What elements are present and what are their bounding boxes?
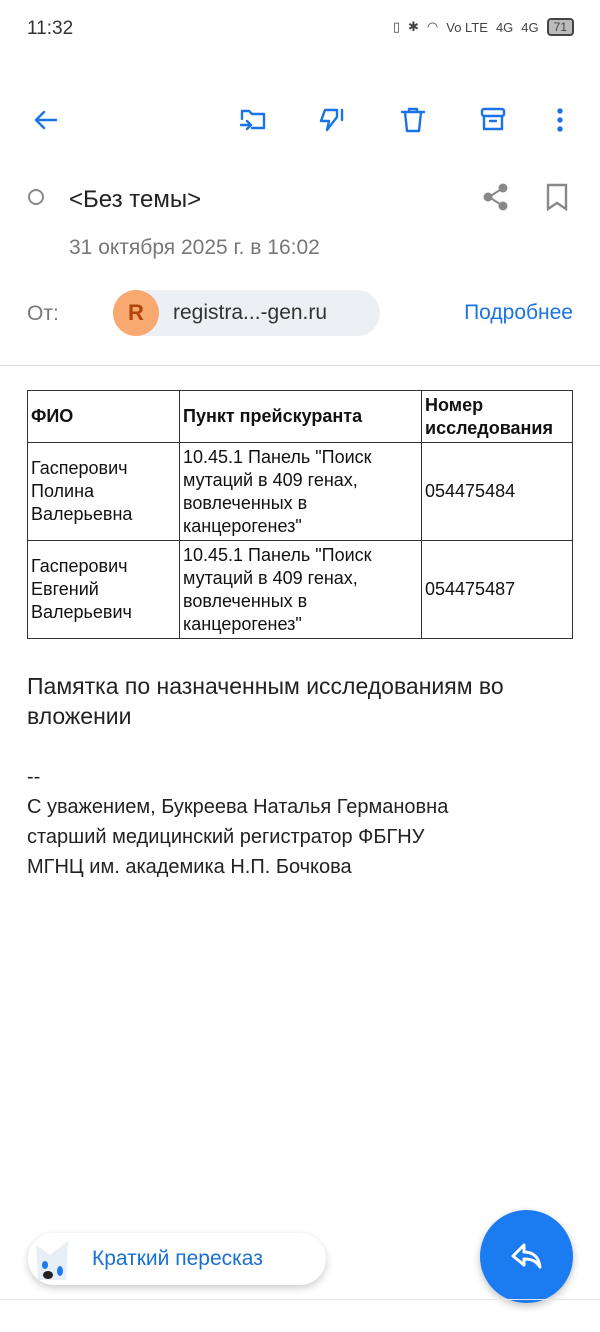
share-icon — [481, 182, 511, 212]
sender-chip[interactable] — [113, 290, 380, 336]
bookmark-button[interactable] — [543, 182, 571, 217]
signature-line: старший медицинский регистратор ФБГНУ — [27, 826, 425, 848]
divider — [0, 365, 600, 366]
signature-line: С уважением, Букреева Наталья Германовна — [27, 796, 449, 818]
spam-button[interactable] — [317, 105, 347, 140]
header-cell: Номер исследования — [422, 391, 573, 443]
vibrate-icon: ▯ — [392, 19, 401, 34]
folder-move-icon — [238, 105, 268, 135]
assistant-mascot-icon — [30, 1235, 80, 1285]
summary-button[interactable] — [28, 1233, 326, 1285]
share-button[interactable] — [481, 182, 511, 217]
thumbs-down-icon — [317, 105, 347, 135]
sender-address: registra...-gen.ru — [173, 301, 328, 324]
table-cell: 054475484 — [422, 443, 573, 541]
arrow-left-icon — [31, 105, 61, 135]
table-row — [28, 443, 573, 541]
back-button[interactable] — [31, 105, 61, 140]
email-subject: <Без темы> — [69, 186, 202, 213]
from-label: От: — [27, 302, 59, 325]
table-cell: Гасперович Полина Валерьевна — [28, 443, 180, 541]
table-cell: 054475487 — [422, 541, 573, 639]
email-date: 31 октября 2025 г. в 16:02 — [69, 236, 320, 259]
more-vert-icon — [545, 105, 575, 135]
details-link[interactable]: Подробнее — [464, 301, 573, 324]
trash-icon — [398, 105, 428, 135]
unread-toggle[interactable] — [28, 189, 44, 205]
summary-label: Краткий пересказ — [92, 1247, 263, 1270]
header-cell: Пункт прейскуранта — [180, 391, 422, 443]
signature — [27, 762, 587, 882]
bottom-divider — [0, 1299, 600, 1300]
signal-icon: 4G — [495, 19, 514, 35]
reply-icon — [509, 1239, 545, 1275]
archive-icon — [478, 105, 508, 135]
research-table — [27, 390, 573, 639]
body-text: Памятка по назначенным исследованиям во вложении — [27, 673, 504, 729]
table-cell: Гасперович Евгений Валерьевич — [28, 541, 180, 639]
table-row — [28, 541, 573, 639]
volte-label: Vo LTE — [446, 19, 488, 35]
more-options-button[interactable] — [545, 105, 575, 140]
signal-icon-2: 4G — [521, 19, 539, 35]
move-to-folder-button[interactable] — [238, 105, 268, 140]
reply-button[interactable] — [480, 1210, 573, 1303]
status-time: 11:32 — [27, 18, 74, 39]
signature-line: МГНЦ им. академика Н.П. Бочкова — [27, 856, 352, 878]
bluetooth-icon: ✱ — [408, 19, 419, 34]
delete-button[interactable] — [398, 105, 428, 140]
bookmark-icon — [543, 182, 571, 212]
header-cell: ФИО — [28, 391, 180, 443]
signature-separator: -- — [27, 766, 41, 788]
archive-button[interactable] — [478, 105, 508, 140]
table-cell: 10.45.1 Панель "Поиск мутаций в 409 генах, вовлеченных в канцерогенез" — [180, 443, 422, 541]
battery-icon: 71 — [547, 18, 574, 36]
table-header — [28, 391, 573, 443]
wifi-icon: ◠ — [426, 19, 439, 34]
status-icons — [393, 18, 574, 36]
table-cell: 10.45.1 Панель "Поиск мутаций в 409 генах, вовлеченных в канцерогенез" — [180, 541, 422, 639]
avatar: R — [113, 290, 159, 336]
